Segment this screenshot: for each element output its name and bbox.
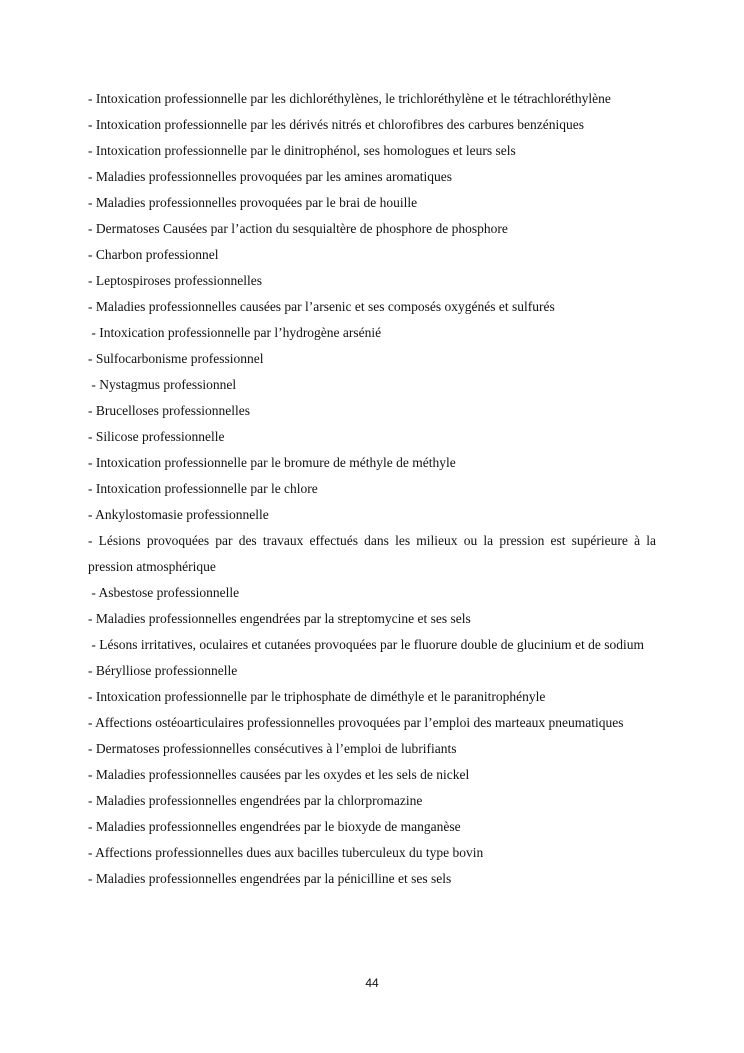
list-item: - Bérylliose professionnelle — [88, 663, 238, 678]
list-item: - Maladies professionnelles provoquées par le brai de houille — [88, 195, 418, 210]
list-item: - Intoxication professionnelle par le dinitrophénol, ses homologues et leurs sels — [88, 143, 516, 158]
list-item: - Lésons irritatives, oculaires et cutanées provoquées par le fluorure double de glucinium et de sodium — [88, 637, 644, 652]
list-item: - Intoxication professionnelle par le triphosphate de diméthyle et le paranitrophényle — [88, 689, 546, 704]
list-item: - Lésions provoquées par des travaux effectués dans les milieux ou la pression est supérieure à la pression atmosphérique — [88, 533, 660, 574]
list-item: - Nystagmus professionnel — [88, 377, 237, 392]
list-item: - Intoxication professionnelle par l’hydrogène arsénié — [88, 325, 382, 340]
list-item: - Charbon professionnel — [88, 247, 219, 262]
list-item: - Maladies professionnelles engendrées par la pénicilline et ses sels — [88, 871, 452, 886]
list-item: - Maladies professionnelles provoquées par les amines aromatiques — [88, 169, 453, 184]
list-item: - Maladies professionnelles engendrées par la chlorpromazine — [88, 793, 423, 808]
list-item: - Maladies professionnelles engendrées par la streptomycine et ses sels — [88, 611, 471, 626]
list-item: - Leptospiroses professionnelles — [88, 273, 262, 288]
list-item: - Brucelloses professionnelles — [88, 403, 250, 418]
list-item: - Maladies professionnelles causées par l’arsenic et ses composés oxygénés et sulfurés — [88, 299, 555, 314]
list-item: - Affections professionnelles dues aux bacilles tuberculeux du type bovin — [88, 845, 484, 860]
list-item: - Dermatoses professionnelles consécutives à l’emploi de lubrifiants — [88, 741, 457, 756]
list-item: - Intoxication professionnelle par le bromure de méthyle de méthyle — [88, 455, 456, 470]
list-item: - Maladies professionnelles engendrées par le bioxyde de manganèse — [88, 819, 461, 834]
list-item: - Maladies professionnelles causées par les oxydes et les sels de nickel — [88, 767, 470, 782]
list-item: - Intoxication professionnelle par les dichloréthylènes, le trichloréthylène et le tétrachloréthylène — [88, 91, 611, 106]
list-item: - Intoxication professionnelle par les dérivés nitrés et chlorofibres des carbures benzéniques — [88, 117, 584, 132]
list-item: - Asbestose professionnelle — [88, 585, 240, 600]
list-item: - Intoxication professionnelle par le chlore — [88, 481, 318, 496]
disease-list — [88, 86, 660, 892]
list-item: - Affections ostéoarticulaires professionnelles provoquées par l’emploi des marteaux pneumatiques — [88, 715, 624, 730]
list-item: - Ankylostomasie professionnelle — [88, 507, 269, 522]
page-number: 44 — [365, 976, 379, 990]
list-item: - Sulfocarbonisme professionnel — [88, 351, 264, 366]
list-item: - Dermatoses Causées par l’action du sesquialtère de phosphore de phosphore — [88, 221, 508, 236]
list-item: - Silicose professionnelle — [88, 429, 225, 444]
